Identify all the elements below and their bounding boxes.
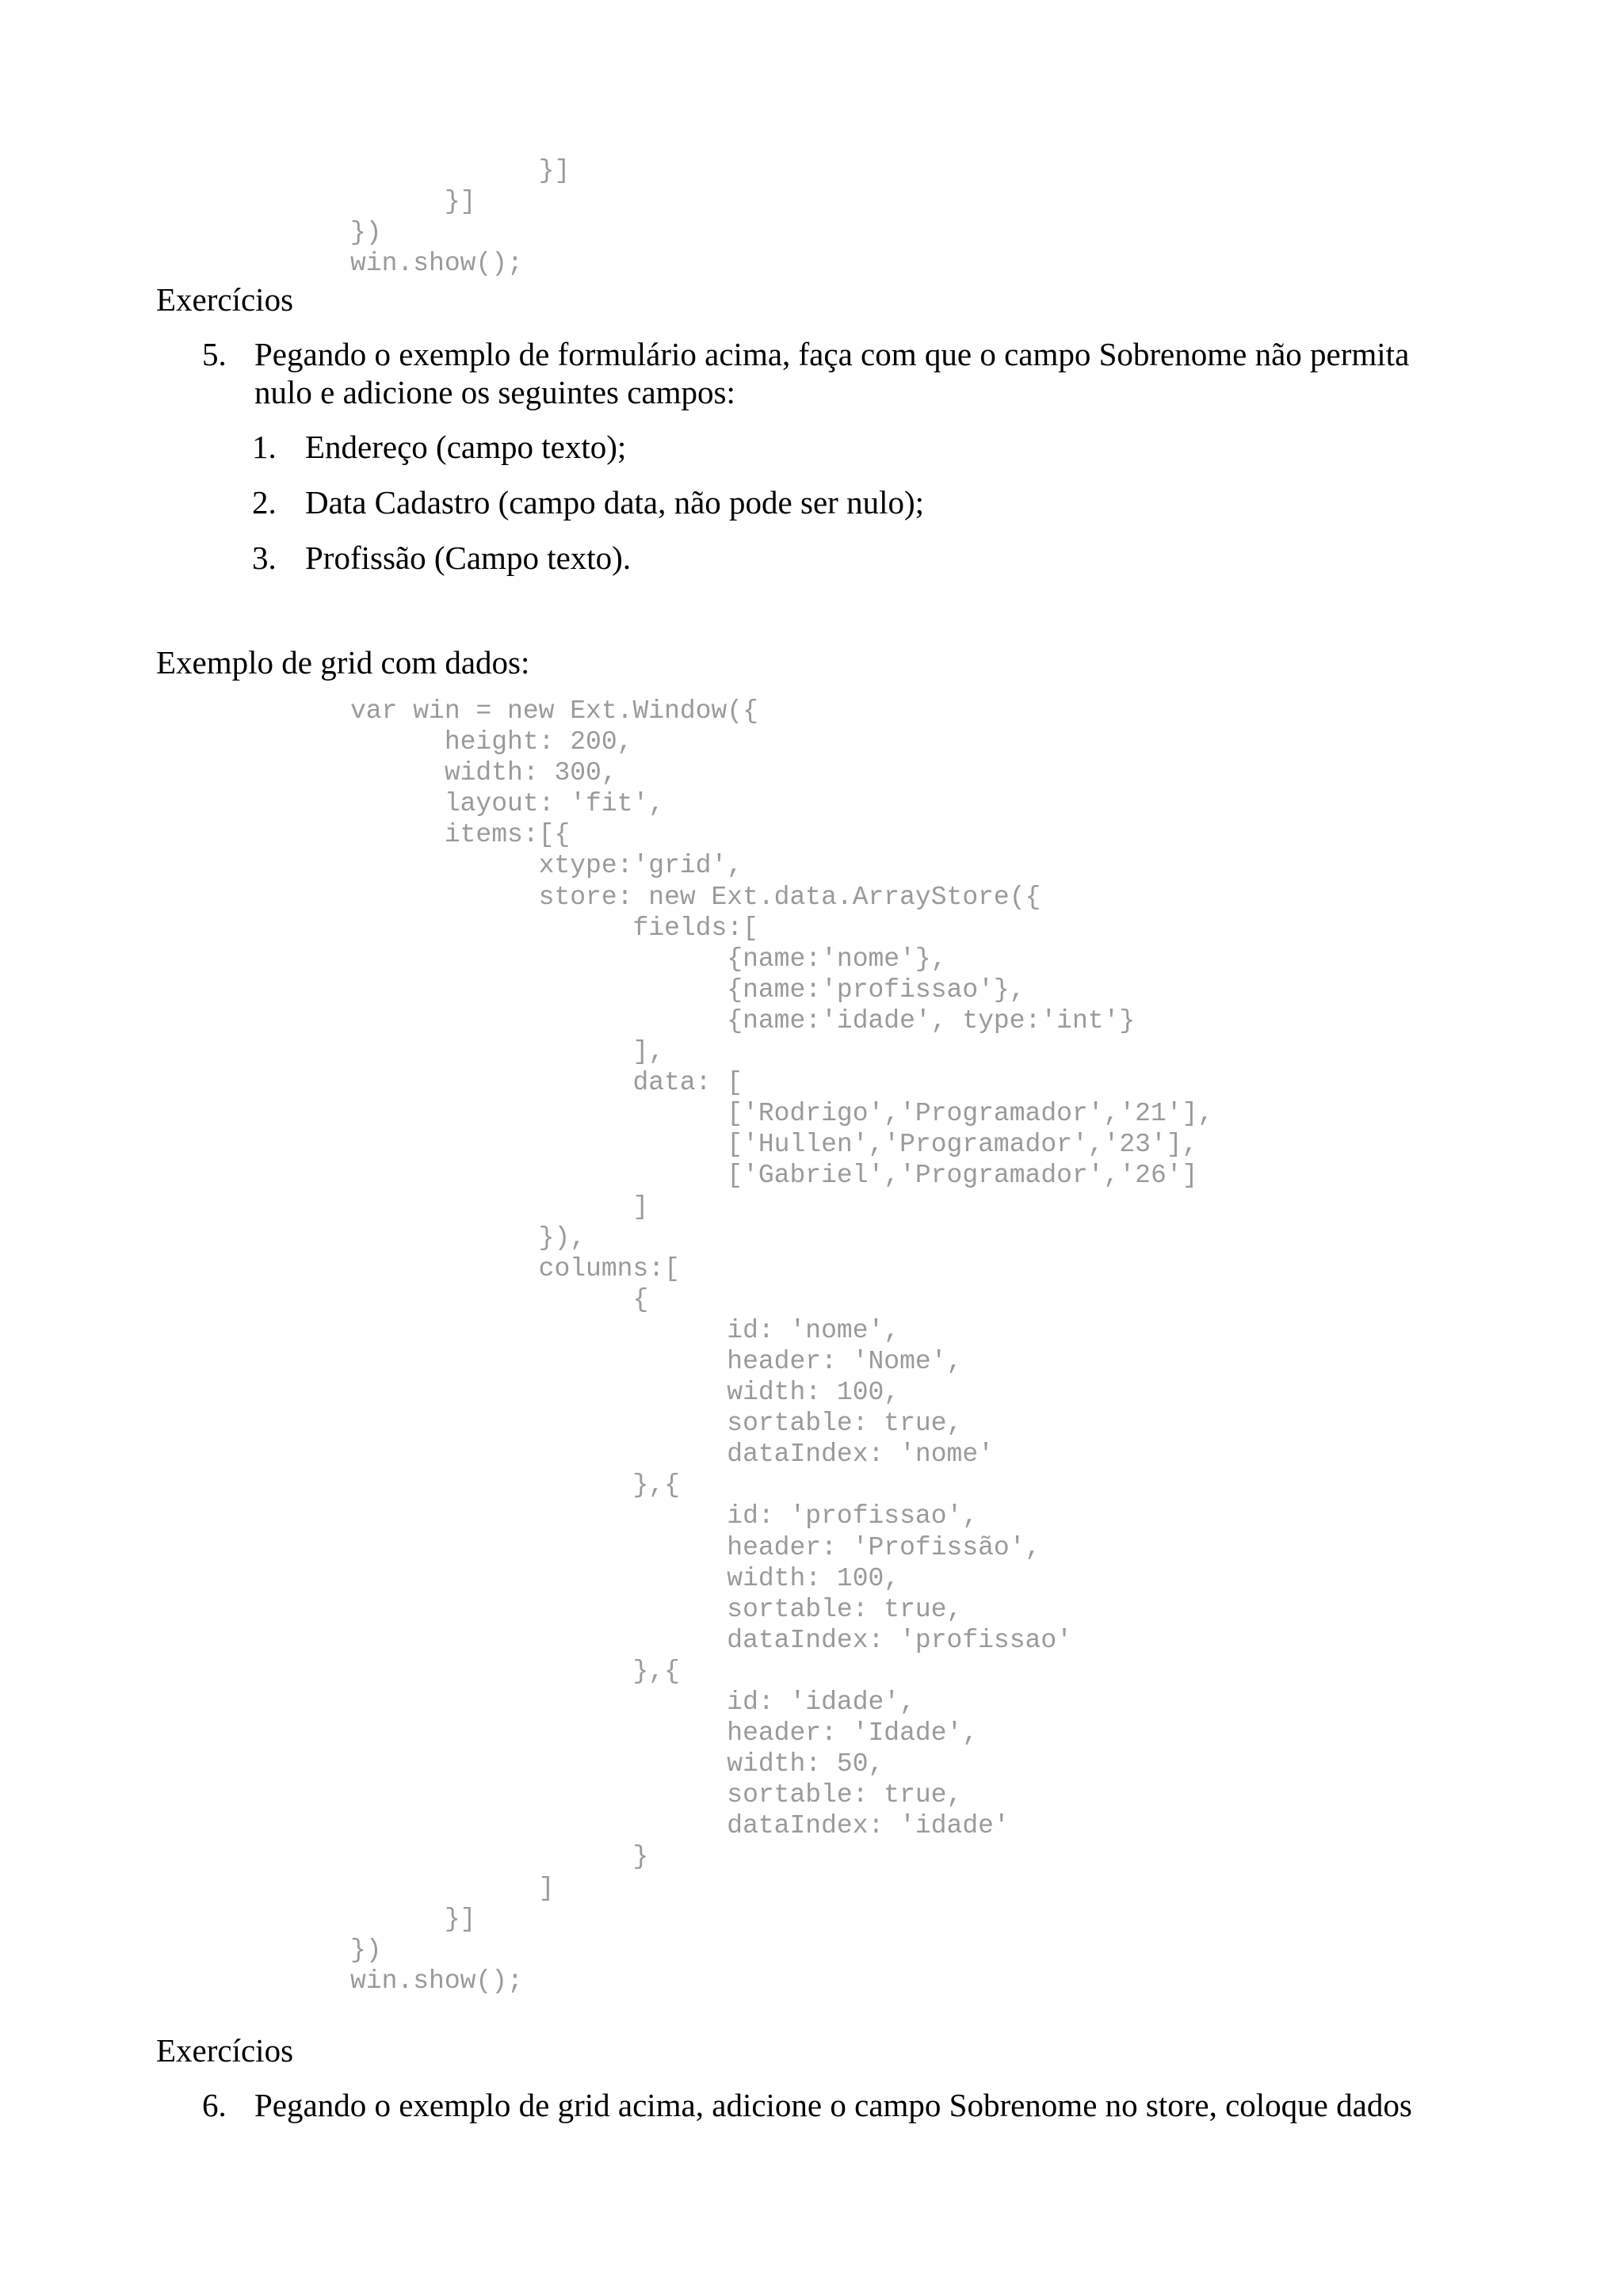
- code-line: data: [: [350, 1068, 743, 1098]
- subitem-3: [252, 539, 1203, 577]
- exercise-6-line1: Pegando o exemplo de grid acima, adicione o campo Sobrenome no store, coloque dados: [254, 2087, 1412, 2123]
- code-line: width: 100,: [350, 1563, 900, 1593]
- code-line: }]: [350, 156, 571, 185]
- code-line: dataIndex: 'profissao': [350, 1625, 1072, 1655]
- code-line: }]: [350, 187, 476, 217]
- code-line: ['Rodrigo','Programador','21'],: [350, 1099, 1214, 1129]
- code-line: dataIndex: 'nome': [350, 1440, 994, 1470]
- code-line: sortable: true,: [350, 1409, 963, 1439]
- code-line: }): [350, 1935, 382, 1965]
- subitem-1: [252, 428, 1203, 466]
- code-line: xtype:'grid',: [350, 851, 743, 881]
- exercise-5: [202, 335, 1549, 411]
- code-line: {: [350, 1284, 649, 1314]
- subitem-2-text: Data Cadastro (campo data, não pode ser nulo);: [305, 484, 925, 521]
- code-line: id: 'profissao',: [350, 1501, 979, 1531]
- code-line: var win = new Ext.Window({: [350, 696, 758, 726]
- code-line: },{: [350, 1470, 680, 1501]
- exercise-5-line1: Pegando o exemplo de formulário acima, faça com que o campo Sobrenome não permita: [254, 336, 1410, 372]
- subitem-3-text: Profissão (Campo texto).: [305, 540, 632, 576]
- subitem-3-number: 3.: [252, 540, 277, 576]
- code-line: layout: 'fit',: [350, 789, 665, 819]
- code-line: sortable: true,: [350, 1780, 963, 1810]
- subitem-2: [252, 483, 1203, 521]
- code-line: ]: [350, 1873, 555, 1903]
- code-line: {name:'nome'},: [350, 944, 947, 974]
- code-line: fields:[: [350, 913, 758, 943]
- code-line: {name:'profissao'},: [350, 974, 1025, 1005]
- exercises-heading-1: Exercícios: [156, 281, 294, 318]
- code-line: }: [350, 1842, 649, 1872]
- code-line: }): [350, 218, 382, 248]
- code-line: width: 100,: [350, 1378, 900, 1408]
- code-line: store: new Ext.data.ArrayStore({: [350, 882, 1041, 912]
- exercise-6-number: 6.: [202, 2087, 227, 2123]
- code-block-top: [350, 155, 570, 279]
- subitem-1-number: 1.: [252, 429, 277, 465]
- code-line: columns:[: [350, 1253, 680, 1283]
- code-line: id: 'nome',: [350, 1315, 900, 1345]
- exercises-heading-2: Exercícios: [156, 2032, 294, 2069]
- exercise-6: [202, 2086, 1589, 2124]
- code-line: height: 200,: [350, 727, 633, 757]
- code-line: header: 'Idade',: [350, 1718, 979, 1749]
- subitem-1-text: Endereço (campo texto);: [305, 429, 627, 465]
- code-line: header: 'Profissão',: [350, 1532, 1041, 1562]
- code-line: ['Hullen','Programador','23'],: [350, 1130, 1198, 1160]
- code-block-grid-example: [350, 696, 1213, 1997]
- code-line: items:[{: [350, 820, 571, 850]
- code-line: {name:'idade', type:'int'}: [350, 1005, 1136, 1035]
- exercise-5-line2: nulo e adicione os seguintes campos:: [254, 374, 735, 410]
- code-line: id: 'idade',: [350, 1688, 915, 1717]
- code-line: sortable: true,: [350, 1594, 963, 1624]
- code-line: dataIndex: 'idade': [350, 1811, 1010, 1841]
- code-line: win.show();: [350, 249, 523, 279]
- code-line: header: 'Nome',: [350, 1346, 963, 1376]
- code-line: }]: [350, 1904, 476, 1934]
- code-line: ],: [350, 1037, 665, 1067]
- code-line: ['Gabriel','Programador','26']: [350, 1161, 1198, 1191]
- code-line: }),: [350, 1222, 586, 1253]
- code-line: width: 300,: [350, 758, 617, 788]
- code-line: width: 50,: [350, 1749, 884, 1779]
- code-line: },{: [350, 1656, 680, 1686]
- grid-example-heading: Exemplo de grid com dados:: [156, 644, 530, 681]
- exercise-5-number: 5.: [202, 336, 227, 372]
- subitem-2-number: 2.: [252, 484, 277, 521]
- code-line: ]: [350, 1192, 649, 1222]
- code-line: win.show();: [350, 1966, 523, 1996]
